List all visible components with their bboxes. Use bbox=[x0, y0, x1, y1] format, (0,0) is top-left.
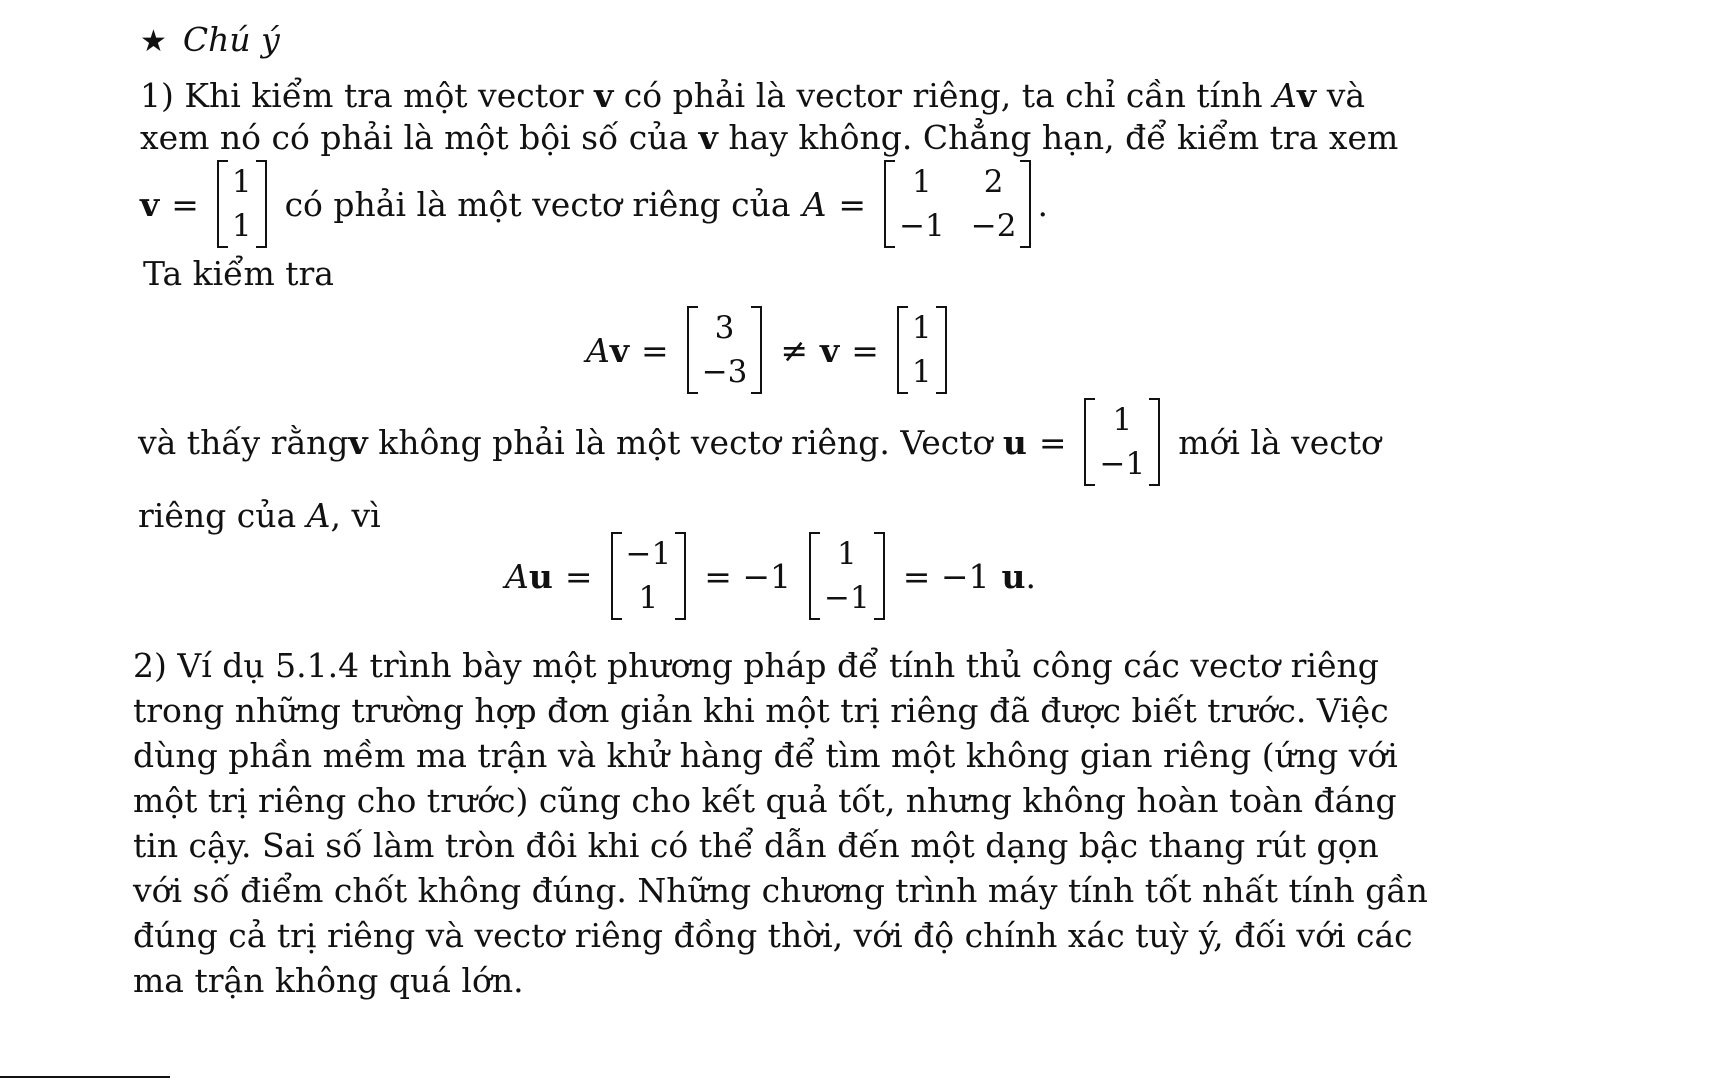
equals-sign: = bbox=[851, 330, 879, 370]
matrix-A: A bbox=[586, 330, 610, 370]
text: không phải là một vectơ riêng. Vectơ bbox=[367, 422, 1003, 462]
p2-line-3: dùng phần mềm ma trận và khử hàng để tìm một không gian riêng (ứng với bbox=[133, 736, 1398, 775]
matrix-cell: 1 bbox=[231, 164, 252, 200]
matrix-cell: 1 bbox=[836, 536, 857, 572]
matrix-cell: 1 bbox=[231, 208, 252, 244]
matrix-cell: 1 bbox=[912, 164, 932, 200]
p2-line-1: 2) Ví dụ 5.1.4 trình bày một phương pháp để tính thủ công các vectơ riêng bbox=[133, 646, 1379, 685]
text: Ta kiểm tra bbox=[143, 254, 334, 293]
matrix-cell: 1 bbox=[1112, 402, 1133, 438]
text: có phải là một vectơ riêng của bbox=[284, 184, 791, 224]
text: có phải là vector riêng, ta chỉ cần tính bbox=[613, 76, 1274, 115]
matrix-A: A bbox=[802, 184, 827, 224]
period: . bbox=[1025, 556, 1036, 596]
equals-sign: = bbox=[171, 184, 199, 224]
p2-line-6: với số điểm chốt không đúng. Những chương trình máy tính tốt nhất tính gần bbox=[133, 871, 1428, 910]
vector-v-matrix bbox=[897, 306, 947, 394]
equals-sign: = bbox=[641, 330, 669, 370]
vector-v: v bbox=[609, 330, 630, 370]
vector-u: u bbox=[1002, 422, 1027, 462]
p2-line-4: một trị riêng cho trước) cũng cho kết quả tốt, nhưng không hoàn toàn đáng bbox=[133, 781, 1397, 820]
vector-v: v bbox=[594, 76, 614, 115]
matrix-cell: −3 bbox=[701, 354, 748, 390]
matrix-cell: −1 bbox=[1099, 446, 1146, 482]
period: . bbox=[1037, 184, 1048, 224]
scalar-expression: = −1 bbox=[704, 556, 791, 596]
p1-line-4 bbox=[143, 254, 334, 294]
not-equal-sign: ≠ bbox=[780, 330, 809, 370]
matrix-cell: 1 bbox=[911, 354, 932, 390]
vector-u: u bbox=[1001, 556, 1026, 596]
vector-v-matrix bbox=[217, 160, 267, 248]
matrix-cell: 1 bbox=[911, 310, 932, 346]
vector-v: v bbox=[820, 330, 840, 370]
text: hay không. Chẳng hạn, để kiểm tra xem bbox=[717, 118, 1399, 157]
matrix-cell: −2 bbox=[970, 208, 1017, 244]
p2-line-2: trong những trường hợp đơn giản khi một trị riêng đã được biết trước. Việc bbox=[133, 691, 1389, 730]
p1-line-2 bbox=[140, 118, 1398, 158]
matrix-A: A bbox=[505, 556, 529, 596]
p1-line-1 bbox=[140, 76, 1365, 116]
note-title: Chú ý bbox=[182, 20, 280, 59]
equation-Av bbox=[586, 306, 953, 394]
vector-u-matrix bbox=[1084, 398, 1160, 486]
star-icon: ★ bbox=[140, 24, 167, 59]
equation-Au bbox=[505, 532, 1036, 620]
text: và thấy rằng bbox=[138, 422, 349, 462]
equals-sign: = bbox=[1038, 422, 1067, 462]
text: riêng của bbox=[138, 496, 307, 535]
text: xem nó có phải là một bội số của bbox=[140, 118, 699, 157]
p1-line-6 bbox=[138, 496, 381, 536]
vector-v: v bbox=[348, 422, 368, 462]
equals-sign: = bbox=[838, 184, 867, 224]
p2-line-7: đúng cả trị riêng và vectơ riêng đồng thời, với độ chính xác tuỳ ý, đối với các bbox=[133, 916, 1413, 955]
result-vector bbox=[687, 306, 763, 394]
text: 1) Khi kiểm tra một vector bbox=[140, 76, 595, 115]
note-heading bbox=[140, 20, 280, 62]
matrix-cell: 1 bbox=[638, 580, 659, 616]
matrix-cell: −1 bbox=[824, 580, 870, 616]
text: và bbox=[1316, 76, 1366, 115]
vector-v: v bbox=[140, 184, 160, 224]
matrix-A-values bbox=[884, 160, 1031, 248]
vector-v: v bbox=[1297, 76, 1317, 115]
vector-v: v bbox=[698, 118, 718, 157]
p2-line-8: ma trận không quá lớn. bbox=[133, 961, 524, 1000]
vector-u: u bbox=[528, 556, 553, 596]
matrix-A: A bbox=[306, 496, 331, 535]
p1-line-3 bbox=[140, 160, 1048, 248]
matrix-cell: 2 bbox=[983, 164, 1004, 200]
matrix-A: A bbox=[1273, 76, 1298, 115]
p2-line-5: tin cậy. Sai số làm tròn đôi khi có thể dẫn đến một dạng bậc thang rút gọn bbox=[133, 826, 1379, 865]
result-vector bbox=[611, 532, 687, 620]
text: , vì bbox=[330, 496, 381, 535]
matrix-cell: 3 bbox=[714, 310, 735, 346]
matrix-cell: −1 bbox=[625, 536, 672, 572]
equals-sign: = bbox=[564, 556, 593, 596]
scalar-expression: = −1 bbox=[902, 556, 990, 596]
matrix-cell: −1 bbox=[899, 208, 945, 244]
p1-line-5 bbox=[138, 398, 1381, 486]
text: mới là vectơ bbox=[1178, 422, 1381, 462]
vector-u-matrix bbox=[809, 532, 885, 620]
footnote-rule bbox=[0, 1076, 170, 1078]
